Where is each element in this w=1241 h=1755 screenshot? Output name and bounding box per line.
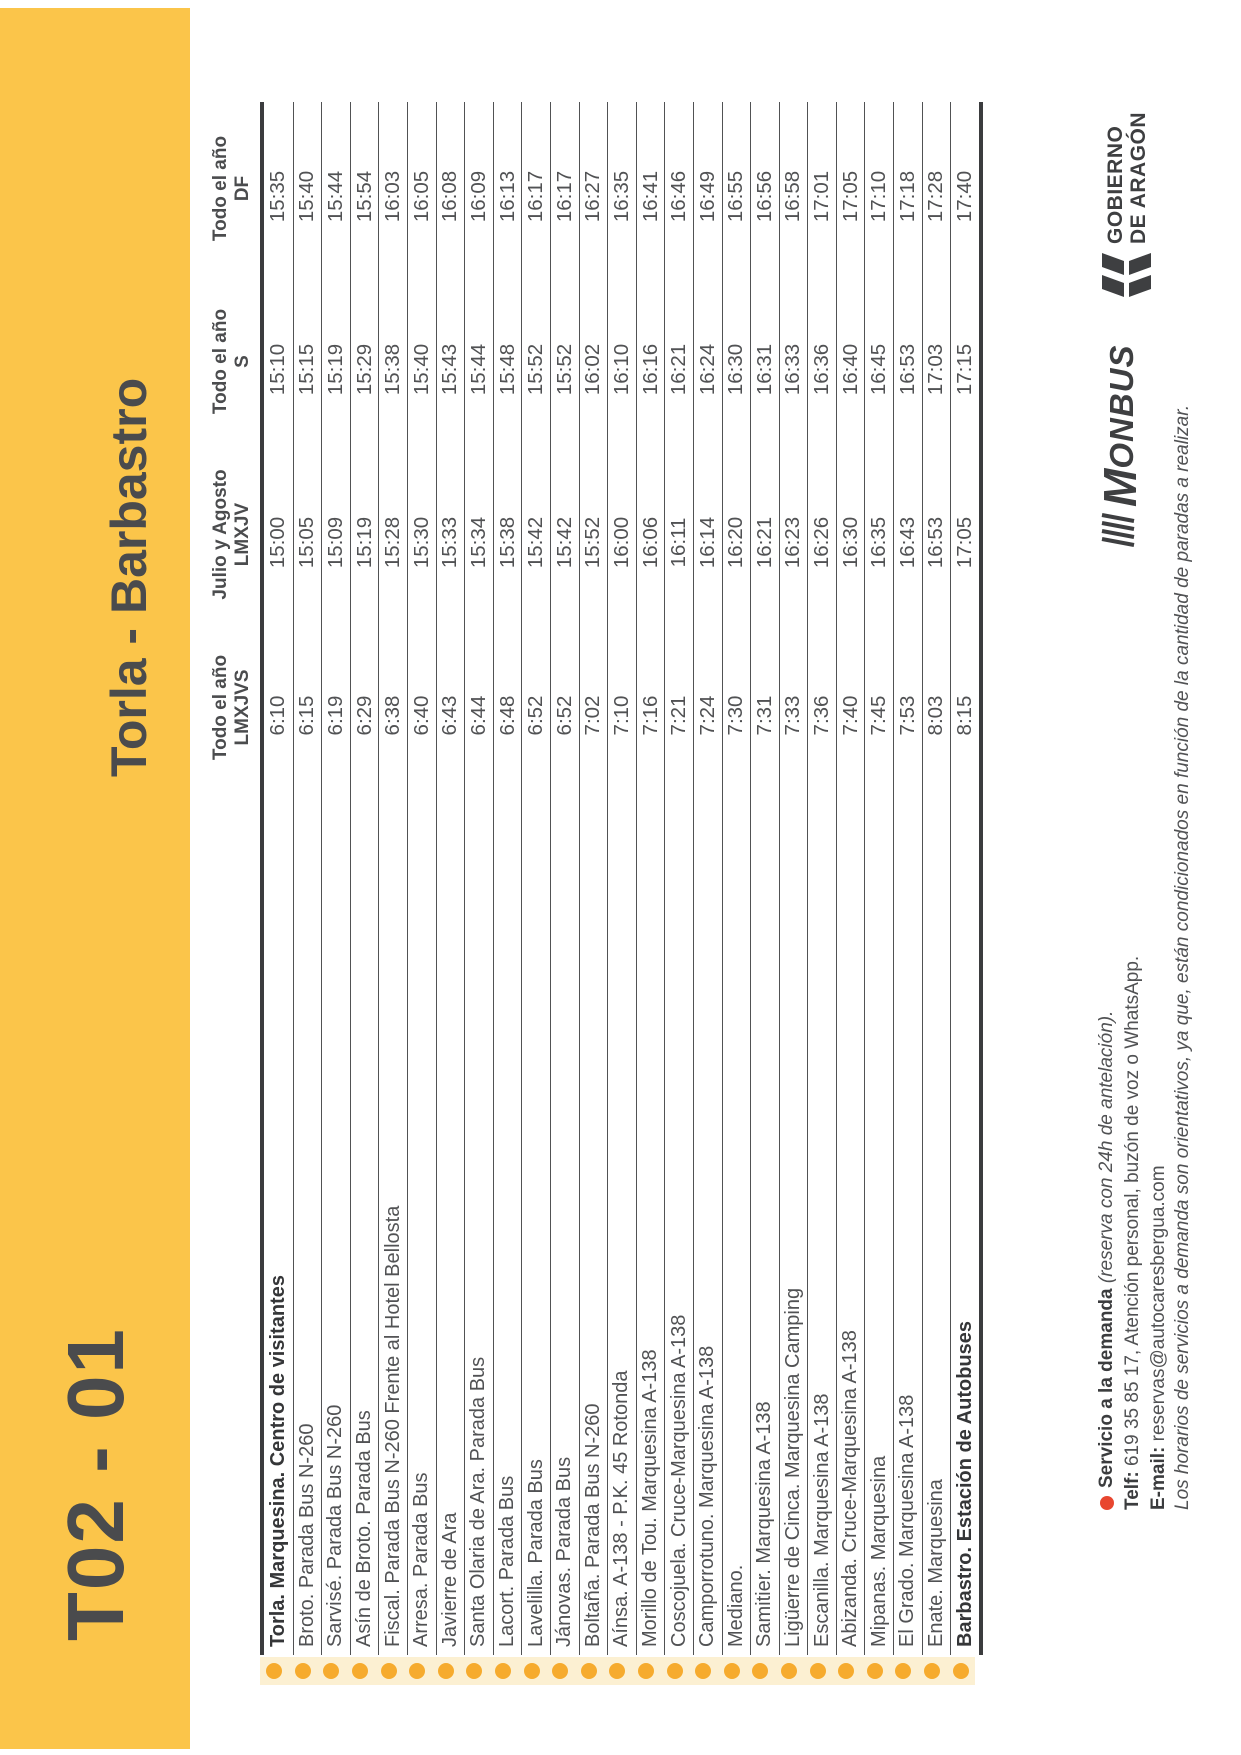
route-stop-dot-icon [438,1663,454,1679]
table-row [836,102,865,1655]
stop-name: Enate. Marquesina [924,1479,947,1647]
stop-name: Lacort. Parada Bus [496,1475,519,1647]
table-row [807,102,836,1655]
disclaimer-note: Los horarios de servicios a demanda son orientativos, ya que, están condicionados en función de la cantidad de paradas a realizar. [1172,404,1193,1510]
column-days: LMXJVS [232,669,253,746]
time-cell: 6:52 [524,695,548,736]
time-cell: 17:18 [895,170,919,223]
stop-name: Mediano. [724,1564,747,1647]
time-cell: 16:17 [524,170,548,223]
route-stop-dot-icon [781,1663,797,1679]
time-cell: 7:36 [810,695,834,736]
time-cell: 16:45 [867,343,891,396]
time-cell: 7:21 [667,695,691,736]
time-cell: 16:21 [752,516,776,569]
route-stop-dot-icon [266,1663,282,1679]
time-cell: 15:05 [295,516,319,569]
time-cell: 16:31 [752,343,776,396]
time-cell: 17:03 [924,343,948,396]
time-cell: 16:11 [667,517,691,568]
route-name: Torla - Barbastro [101,377,157,777]
time-cell: 15:35 [266,170,290,223]
time-cell: 15:38 [381,343,405,396]
time-cell: 16:09 [466,170,490,223]
route-stop-dot-icon [381,1663,397,1679]
time-cell: 7:53 [895,695,919,736]
time-cell: 16:03 [381,170,405,223]
time-cell: 15:43 [438,343,462,396]
stop-name: Aínsa. A-138 - P.K. 45 Rotonda [610,1370,633,1647]
monbus-wordmark: ONBUS [1103,344,1140,469]
timetable [260,102,983,1655]
time-cell: 16:21 [667,343,691,396]
time-cell: 17:05 [838,170,862,223]
column-header-domingo-festivo [184,102,254,275]
time-cell: 16:30 [724,343,748,396]
header-banner [0,8,190,1749]
time-cell: 16:17 [552,170,576,223]
route-stop-dot-icon [552,1663,568,1679]
stop-name: Javierre de Ara [438,1512,461,1647]
column-period: Julio y Agosto [210,469,231,600]
time-cell: 15:44 [466,343,490,396]
table-row [464,102,493,1655]
route-stop-dot-icon [867,1663,883,1679]
time-cell: 16:13 [495,170,519,223]
route-stop-dot-icon [466,1663,482,1679]
stop-name: Coscojuela. Cruce-Marquesina A-138 [667,1314,690,1647]
stop-name: Escanilla. Marquesina A-138 [810,1393,833,1647]
time-cell: 7:33 [781,695,805,736]
phone-label: Telf: [1122,1471,1143,1510]
stop-name: Morillo de Tou. Marquesina A-138 [639,1349,662,1647]
route-stop-dot-icon [524,1663,540,1679]
time-cell: 15:10 [266,343,290,396]
time-cell: 15:33 [438,516,462,569]
time-cell: 16:53 [895,343,919,396]
time-cell: 16:00 [609,516,633,569]
time-cell: 16:35 [867,516,891,569]
time-cell: 15:19 [323,343,347,396]
email-label: E-mail: [1148,1446,1169,1510]
time-cell: 16:40 [838,343,862,396]
stop-name: Ligüerre de Cinca. Marquesina Camping [781,1287,804,1647]
time-cell: 16:06 [638,516,662,569]
table-row [579,102,608,1655]
table-row [321,102,350,1655]
table-row [893,102,922,1655]
stop-name: Asín de Broto. Parada Bus [353,1410,376,1647]
time-cell: 6:52 [552,695,576,736]
route-stop-dot-icon [924,1663,940,1679]
route-stop-dot-icon [953,1663,969,1679]
column-header-sabado [184,275,254,448]
table-row [350,102,379,1655]
time-cell: 16:49 [695,170,719,223]
table-row [922,102,951,1655]
table-row [950,102,979,1655]
time-cell: 8:15 [953,695,977,736]
stop-name: Jánovas. Parada Bus [553,1456,576,1647]
time-cell: 16:43 [895,516,919,569]
column-period: Todo el año [210,135,231,242]
route-stop-dot-icon [810,1663,826,1679]
time-cell: 15:52 [524,343,548,396]
route-stop-dot-icon [895,1663,911,1679]
table-row [636,102,665,1655]
column-period: Todo el año [210,308,231,415]
time-cell: 15:40 [409,343,433,396]
time-cell: 16:26 [810,516,834,569]
table-row [664,102,693,1655]
time-cell: 16:05 [409,170,433,223]
time-cell: 16:08 [438,170,462,223]
time-cell: 16:36 [810,343,834,396]
time-cell: 16:30 [838,516,862,569]
aragon-line2: DE ARAGÓN [1127,111,1150,244]
time-cell: 16:16 [638,343,662,396]
time-cell: 16:27 [581,170,605,223]
stop-name: Barbastro. Estación de Autobuses [953,1321,976,1647]
route-stop-dot-icon [352,1663,368,1679]
stop-name: Broto. Parada Bus N-260 [295,1423,318,1647]
footer-notes [1096,405,1194,1510]
time-cell: 15:28 [381,516,405,569]
stop-name: Sarvisé. Parada Bus N-260 [324,1404,347,1647]
table-row [264,102,293,1655]
stop-name: El Grado. Marquesina A-138 [896,1394,919,1647]
time-cell: 15:38 [495,516,519,569]
time-cell: 17:15 [953,343,977,396]
time-cell: 15:40 [295,170,319,223]
phone-value: 619 35 85 17, Atención personal, buzón de voz o WhatsApp. [1122,955,1143,1472]
route-stop-dot-icon [667,1663,683,1679]
column-period: Todo el año [210,654,231,761]
time-cell: 16:23 [781,516,805,569]
stop-name: Fiscal. Parada Bus N-260 Frente al Hotel Bellosta [381,1205,404,1647]
column-header-lmxjvs [184,621,254,794]
aragon-wordmark [1104,112,1150,244]
route-stop-dot-icon [581,1663,597,1679]
stop-name: Abizanda. Cruce-Marquesina A-138 [839,1330,862,1647]
time-cell: 17:05 [953,516,977,569]
table-row [493,102,522,1655]
time-cell: 8:03 [924,695,948,736]
time-cell: 6:38 [381,695,405,736]
route-line [260,1657,975,1685]
route-stop-dot-icon [838,1663,854,1679]
route-stop-dot-icon [724,1663,740,1679]
route-stop-dot-icon [609,1663,625,1679]
route-code: T02 - 01 [51,1327,140,1641]
table-row [407,102,436,1655]
time-cell: 15:54 [352,170,376,223]
time-cell: 16:24 [695,343,719,396]
route-stop-dot-icon [495,1663,511,1679]
route-stop-dot-icon [752,1663,768,1679]
stop-name: Santa Olaria de Ara. Parada Bus [467,1356,490,1647]
stop-name: Lavelilla. Parada Bus [524,1459,547,1647]
time-cell: 15:48 [495,343,519,396]
time-cell: 15:19 [352,516,376,569]
time-cell: 15:15 [295,343,319,396]
email-line [1148,405,1170,1510]
column-days: DF [232,175,253,202]
route-stop-dot-icon [295,1663,311,1679]
monbus-wordmark-m: M [1094,468,1146,507]
stop-name: Boltaña. Parada Bus N-260 [581,1403,604,1647]
time-cell: 15:52 [552,343,576,396]
time-cell: 15:29 [352,343,376,396]
table-row [864,102,893,1655]
time-cell: 6:48 [495,695,519,736]
column-days: LMXJV [232,502,253,567]
table-row [693,102,722,1655]
table-row [521,102,550,1655]
time-cell: 7:45 [867,695,891,736]
route-stop-dot-icon [638,1663,654,1679]
stop-name: Mipanas. Marquesina [867,1455,890,1647]
on-demand-text: Servicio a la demanda (reserva con 24h de antelación). [1096,1010,1117,1488]
time-cell: 15:42 [552,516,576,569]
gobierno-aragon-logo [1102,112,1152,297]
time-cell: 7:24 [695,695,719,736]
time-cell: 7:40 [838,695,862,736]
time-cell: 7:30 [724,695,748,736]
time-cell: 7:16 [638,695,662,736]
column-header-julio-agosto [184,448,254,621]
table-row [550,102,579,1655]
time-cell: 15:44 [323,170,347,223]
time-cell: 15:52 [581,516,605,569]
time-cell: 6:43 [438,695,462,736]
aragon-line1: GOBIERNO [1104,125,1127,244]
time-cell: 15:09 [323,516,347,569]
time-cell: 15:00 [266,516,290,569]
time-cell: 6:29 [352,695,376,736]
route-stop-dot-icon [323,1663,339,1679]
time-cell: 16:20 [724,516,748,569]
time-cell: 16:53 [924,516,948,569]
route-stop-dot-icon [695,1663,711,1679]
time-cell: 17:10 [867,170,891,223]
time-cell: 16:58 [781,170,805,223]
table-row [436,102,465,1655]
phone-line [1122,405,1144,1510]
time-cell: 6:40 [409,695,433,736]
time-cell: 7:31 [752,695,776,736]
time-cell: 17:01 [810,170,834,223]
time-cell: 16:02 [581,343,605,396]
time-cell: 16:55 [724,170,748,223]
time-cell: 15:42 [524,516,548,569]
monbus-stripes-icon [1100,513,1136,547]
table-row [378,102,407,1655]
time-cell: 15:30 [409,516,433,569]
table-row [722,102,751,1655]
stop-name: Torla. Marquesina. Centro de visitantes [266,1275,289,1647]
table-row [779,102,808,1655]
monbus-logo [1094,344,1146,547]
time-cell: 6:10 [266,695,290,736]
stop-name: Samitier. Marquesina A-138 [753,1401,776,1647]
stop-name: Camporrotuno. Marquesina A-138 [696,1345,719,1647]
time-cell: 16:35 [609,170,633,223]
time-cell: 17:28 [924,170,948,223]
table-row [293,102,322,1655]
time-cell: 6:44 [466,695,490,736]
time-cell: 16:41 [638,170,662,223]
time-cell: 16:10 [609,343,633,396]
column-headers [184,102,254,794]
route-stop-dot-icon [409,1663,425,1679]
on-demand-dot-icon [1100,1496,1114,1510]
time-cell: 7:10 [609,695,633,736]
time-cell: 6:15 [295,695,319,736]
column-days: S [232,355,253,368]
email-value: reservas@autocaresbergua.com [1148,1165,1169,1447]
table-row [607,102,636,1655]
time-cell: 15:34 [466,516,490,569]
time-cell: 16:14 [695,516,719,569]
stop-name: Arresa. Parada Bus [410,1472,433,1647]
time-cell: 16:46 [667,170,691,223]
time-cell: 7:02 [581,695,605,736]
aragon-mark-icon [1102,251,1152,297]
time-cell: 6:19 [323,695,347,736]
on-demand-legend [1096,405,1118,1510]
time-cell: 16:56 [752,170,776,223]
time-cell: 16:33 [781,343,805,396]
table-row [750,102,779,1655]
time-cell: 17:40 [953,170,977,223]
